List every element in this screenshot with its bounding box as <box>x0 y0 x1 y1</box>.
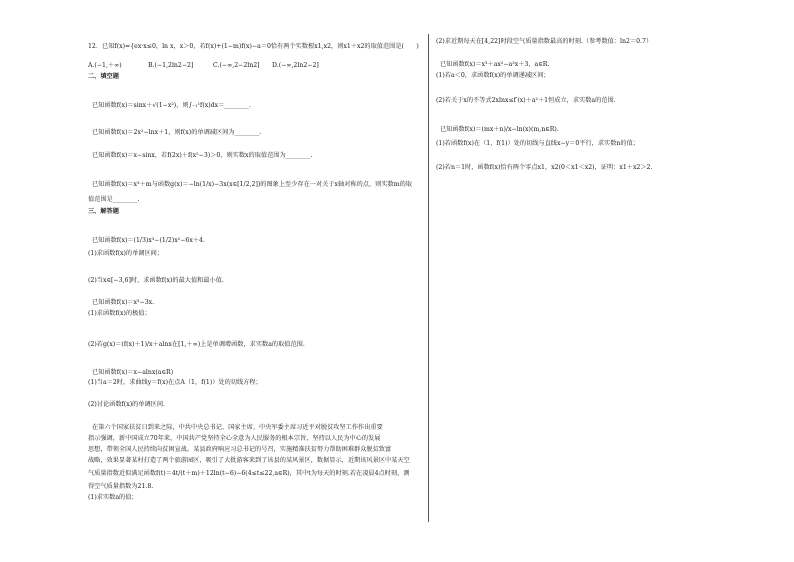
problem-3: 已知函数f(x)＝x−alnx(a∈R) <box>92 369 174 376</box>
fill-question-3: 已知函数f(x)＝x−sinx，若f(2x)＋f(x²−3)＞0，则实数x的取值范围为________. <box>92 152 313 159</box>
column-divider <box>428 34 429 522</box>
fill-question-1: 已知函数f(x)＝sinx＋√(1−x²)，则∫₋₁¹f(x)dx＝________. <box>92 102 252 109</box>
problem-5-part-1: (1)若a＜0，求函数f(x)的单调递减区间； <box>436 72 550 79</box>
problem-1-part-2: (2)当x∈[−3,6]时，求函数f(x)的最大值和最小值. <box>88 277 224 284</box>
problem-4-line-1: 在第六个国家扶贫日到来之际，中共中央总书记、国家主席、中央军委主席习近平对脱贫攻坚工作作出重要 <box>92 424 383 431</box>
problem-4-part-1: (1)求实数a的值； <box>88 494 138 501</box>
problem-6-part-1: (1)若函数f(x)在（1，f(1)）处的切线与直线x−y＝0平行，求实数n的值； <box>436 140 639 147</box>
problem-4-line-5: 气质量指数近似满足函数f(t)＝4t/(t＋m)＋12ln(t−6)−6(4≤t≤22,a∈R)，其中t为每天的时刻.若在凌晨4点时刻，测 <box>88 470 410 477</box>
problem-6-part-2: (2)若n＝1时，函数f(x)恰有两个零点x1，x2(0＜x1＜x2)，证明：x1＋x2＞2. <box>436 164 653 171</box>
section-fill-in: 二、填空题 <box>88 73 119 80</box>
problem-4-line-3: 思想，带领全国人民持续向贫困宣战。某县政府响应习总书记的号召，实施精准扶贫努力帮助困难群众脱贫致富 <box>88 446 392 453</box>
problem-4-line-4: 战略，效果显著某村打造了两个旅游园区，吸引了大批游客来到了该县的某风景区，数据显示，近期该风景区中某天空 <box>88 457 410 464</box>
q12-option-c: C.(−∞,2−2ln2] <box>213 62 260 69</box>
problem-6: 已知函数f(x)＝(mx＋n)/x−ln(x)(m,n∈R). <box>440 126 559 133</box>
problem-3-part-1: (1)当a＝2时，求曲线y＝f(x)在点A（1，f(1)）处的切线方程； <box>88 379 262 386</box>
fill-question-4: 已知函数f(x)＝x³＋m与函数g(x)＝−ln(1/x)−3x(x∈[1/2,2])的图象上至少存在一对关于x轴对称的点，则实数m的取 <box>92 181 412 188</box>
problem-5-part-2: (2)若关于x的不等式2xlnx≤f′(x)＋a²＋1恒成立，求实数a的范围. <box>436 97 616 104</box>
question-12: 12．已知f(x)={ex·x≤0，ln x，x＞0，若f(x)+(1−m)f(x)−a＝0恰有两个实数根x1,x2，则x1＋x2的取值范围是( ) <box>88 43 419 50</box>
problem-2: 已知函数f(x)＝x³−3x. <box>92 299 155 306</box>
q12-option-a: A.(−1,＋∞) <box>88 62 122 69</box>
problem-4-line-6: 得空气质量指数为21.8. <box>88 483 154 490</box>
fill-question-2: 已知函数f(x)＝2x²−lnx＋1，则f(x)的单调减区间为________. <box>92 129 262 136</box>
problem-5: 已知函数f(x)＝x³＋ax²−a²x＋3，a∈R. <box>440 61 550 68</box>
q12-option-d: D.(−∞,2ln2−2] <box>272 62 319 69</box>
problem-4-part-2: (2)求近期每天在[4,22]时段空气质量指数最高的时刻.（参考数值：ln2＝0.7） <box>436 38 653 45</box>
problem-1-part-1: (1)求函数f(x)的单调区间； <box>88 250 164 257</box>
q12-option-b: B.(−1,2ln2−2] <box>148 62 194 69</box>
problem-3-part-2: (2)讨论函数f(x)的单调区间. <box>88 401 166 408</box>
problem-2-part-1: (1)求函数f(x)的极值； <box>88 310 151 317</box>
section-answer: 三、解答题 <box>88 208 119 215</box>
fill-question-4-cont: 值范围是________. <box>88 196 140 203</box>
problem-4-line-2: 指示强调，新中国成立70年来，中国共产党坚持全心全意为人民服务的根本宗旨，坚持以人民为中心的发展 <box>88 435 381 442</box>
problem-1: 已知函数f(x)＝(1/3)x³−(1/2)x²−6x＋4. <box>92 237 205 244</box>
problem-2-part-2: (2)若g(x)＝(f(x)＋1)/x＋alnx在[1,＋∞)上是单调增函数，求实数a的取值范围. <box>88 341 305 348</box>
